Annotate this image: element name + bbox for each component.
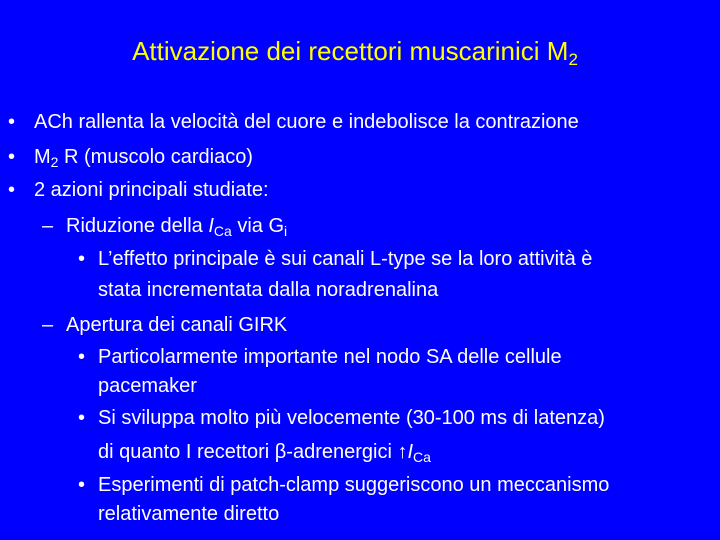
item-sviluppa-line1: Si sviluppa molto più velocemente (30-100 ms di latenza): [98, 407, 605, 429]
item-sviluppa-line2: di quanto I recettori β-adrenergici $↑I_{Ca}$: [98, 441, 431, 465]
bullet-ach-text: ACh rallenta la velocità del cuore e indebolisce la contrazione: [34, 111, 579, 133]
item-esperimenti-line2: relativamente diretto: [98, 503, 280, 525]
bullet-marker: •: [8, 146, 16, 168]
item-particolarmente-line1: Particolarmente importante nel nodo SA delle cellule: [98, 346, 562, 368]
item-esperimenti-line1: Esperimenti di patch-clamp suggeriscono un meccanismo: [98, 474, 610, 496]
up-arrow-icon: ↑: [397, 441, 408, 463]
dash-marker: –: [42, 314, 54, 336]
bullet-marker: •: [8, 111, 16, 133]
slide-title: Attivazione dei recettori muscarinici $M_2$: [132, 36, 578, 69]
bullet-marker: •: [8, 179, 16, 201]
bullet-marker: •: [78, 248, 86, 270]
sub-riduzione-text: Riduzione della $I_{Ca}$ via $G_i$: [66, 215, 288, 239]
item-effetto-line1: L’effetto principale è sui canali L-type se la loro attività è: [98, 248, 593, 270]
beta-symbol: β: [274, 441, 287, 463]
bullet-marker: •: [78, 407, 86, 429]
item-particolarmente-line2: pacemaker: [98, 375, 197, 397]
bullet-marker: •: [78, 474, 86, 496]
dash-marker: –: [42, 215, 54, 237]
bullet-marker: •: [78, 346, 86, 368]
item-effetto-line2: stata incrementata dalla noradrenalina: [98, 279, 439, 301]
sub-girk-text: Apertura dei canali GIRK: [66, 314, 288, 336]
bullet-azioni-text: 2 azioni principali studiate:: [34, 179, 269, 201]
bullet-m2-text: $M_2$ R (muscolo cardiaco): [34, 146, 253, 170]
